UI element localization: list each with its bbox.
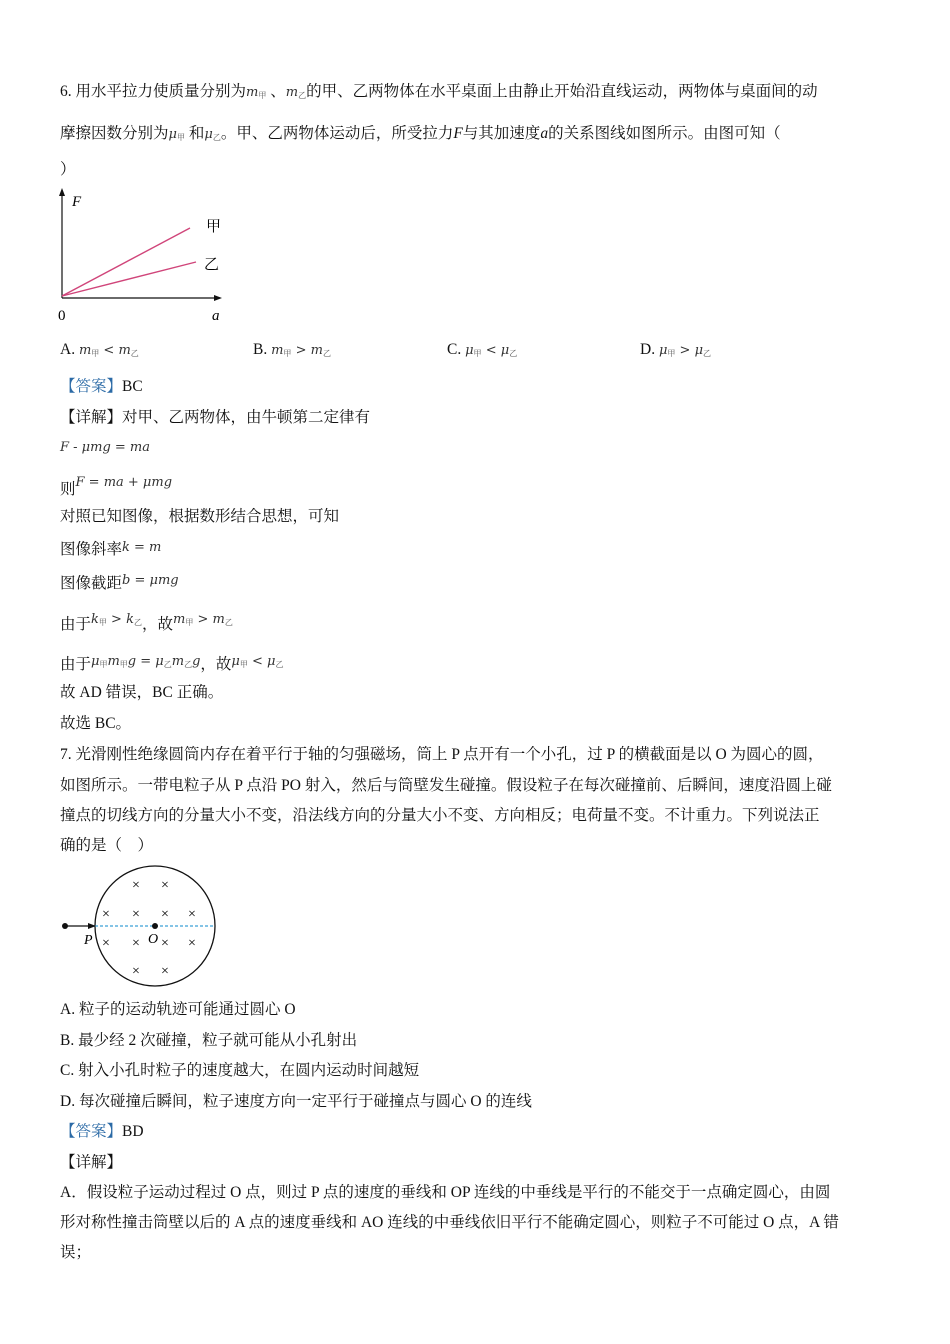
q7-stem-line-4: 确的是（ ） [60, 837, 154, 854]
field-cross: × [132, 878, 140, 893]
q6-slope: 图像斜率k = m [60, 540, 162, 558]
x-axis-arrow [214, 295, 222, 301]
field-cross: × [132, 964, 140, 979]
q7-detail-line-2: 形对称性撞击筒壁以后的 A 点的速度垂线和 AO 连线的中垂线依旧平行不能确定圆心，则粒子不可能过 O 点，A 错 [60, 1214, 839, 1231]
graph-line-yi-label: 乙 [204, 257, 220, 273]
q7-option-d[interactable]: D. 每次碰撞后瞬间，粒子速度方向一定平行于碰撞点与圆心 O 的连线 [60, 1093, 532, 1110]
q7-stem-line-2: 如图所示。一带电粒子从 P 点沿 PO 射入，然后与筒壁发生碰撞。假设粒子在每次碰撞前、后瞬间，速度沿圆上碰 [60, 777, 832, 794]
field-cross: × [188, 907, 196, 922]
q7-detail-tag: 【详解】 [60, 1154, 123, 1171]
q6-eq-2: 则F = ma + μmg [60, 475, 173, 498]
center-dot [152, 923, 158, 929]
q6-reason-2: 由于$\mu_甲m_甲g = \mu_乙m_乙g$，故$\mu_甲 < \mu_乙$ [60, 654, 284, 673]
q6-conclusion-2: 故选 BC。 [60, 715, 132, 732]
q6-reason-1: 由于$k_甲 > k_乙$，故$m_甲 > m_乙$ [60, 612, 233, 633]
q6-stem-line-3: ） [60, 161, 76, 178]
graph-line-yi [62, 262, 196, 296]
m-jia-symbol: $m_甲$ [246, 85, 267, 100]
q6-option-d[interactable]: D. $\mu_甲 > \mu_乙$ [640, 341, 712, 358]
field-cross: × [102, 936, 110, 951]
mu-jia-symbol: $\mu_甲$ [168, 127, 185, 142]
field-cross: × [132, 936, 140, 951]
q6-option-c[interactable]: C. $\mu_甲 < \mu_乙$ [447, 341, 518, 358]
q7-detail-line-3: 误； [60, 1244, 92, 1261]
y-axis-arrow [59, 188, 65, 196]
field-cross: × [161, 907, 169, 922]
q6-option-b[interactable]: B. $m_甲 > m_乙$ [253, 341, 331, 358]
q7-option-c[interactable]: C. 射入小孔时粒子的速度越大，在圆内运动时间越短 [60, 1062, 420, 1079]
q7-detail-line-1: A．假设粒子运动过程过 O 点，则过 P 点的速度的垂线和 OP 连线的中垂线是平行的不能交于一点确定圆心，由圆 [60, 1184, 831, 1201]
field-cross: × [102, 907, 110, 922]
q7-stem-line-3: 撞点的切线方向的分量大小不变，沿法线方向的分量大小不变、方向相反；电荷量不变。不计重力。下列说法正 [60, 807, 820, 824]
q6-detail-line-2: 对照已知图像，根据数形结合思想，可知 [60, 508, 340, 525]
field-cross: × [132, 907, 140, 922]
f-a-graph [50, 186, 240, 326]
field-cross: × [161, 878, 169, 893]
magnetic-field-figure [55, 862, 225, 992]
q6-option-a[interactable]: A. $m_甲 < m_乙$ [60, 341, 139, 358]
q7-option-b[interactable]: B. 最少经 2 次碰撞，粒子就可能从小孔射出 [60, 1032, 358, 1049]
q7-stem-line-1: 7. 光滑刚性绝缘圆筒内存在着平行于轴的匀强磁场，筒上 P 点开有一个小孔，过 P 的横截面是以 O 为圆心的圆， [60, 746, 824, 763]
q6-detail-line-1: 【详解】对甲、乙两物体，由牛顿第二定律有 [60, 409, 371, 426]
field-cross: × [161, 964, 169, 979]
q6-eq-1: F - μmg = ma [60, 440, 151, 455]
field-cross: × [161, 936, 169, 951]
graph-origin-label: 0 [58, 308, 66, 324]
q6-answer: 【答案】BC [60, 378, 143, 395]
graph-line-jia [62, 228, 190, 296]
mu-yi-symbol: $\mu_乙$ [204, 127, 221, 142]
q6-intercept: 图像截距b = μmg [60, 573, 179, 592]
graph-line-jia-label: 甲 [206, 219, 222, 235]
q6-stem-line-2: 摩擦因数分别为$\mu_甲$ 和$\mu_乙$。甲、乙两物体运动后，所受拉力F与其加速度a的关系图线如图所示。由图可知（ [60, 125, 781, 142]
m-yi-symbol: $m_乙$ [285, 85, 307, 100]
graph-y-label: F [72, 194, 82, 210]
q6-conclusion-1: 故 AD 错误，BC 正确。 [60, 684, 224, 701]
point-p-label: P [84, 933, 93, 948]
q7-option-a[interactable]: A. 粒子的运动轨迹可能通过圆心 O [60, 1001, 296, 1018]
field-cross: × [188, 936, 196, 951]
q7-answer: 【答案】BD [60, 1123, 144, 1140]
point-o-label: O [148, 932, 159, 947]
q6-stem-line-1: 6. 用水平拉力使质量分别为$m_甲$ 、$m_乙$的甲、乙两物体在水平桌面上由静止开始沿直线运动，两物体与桌面间的动 [60, 83, 818, 100]
field-crosses [102, 878, 196, 979]
graph-x-label: a [212, 308, 220, 324]
